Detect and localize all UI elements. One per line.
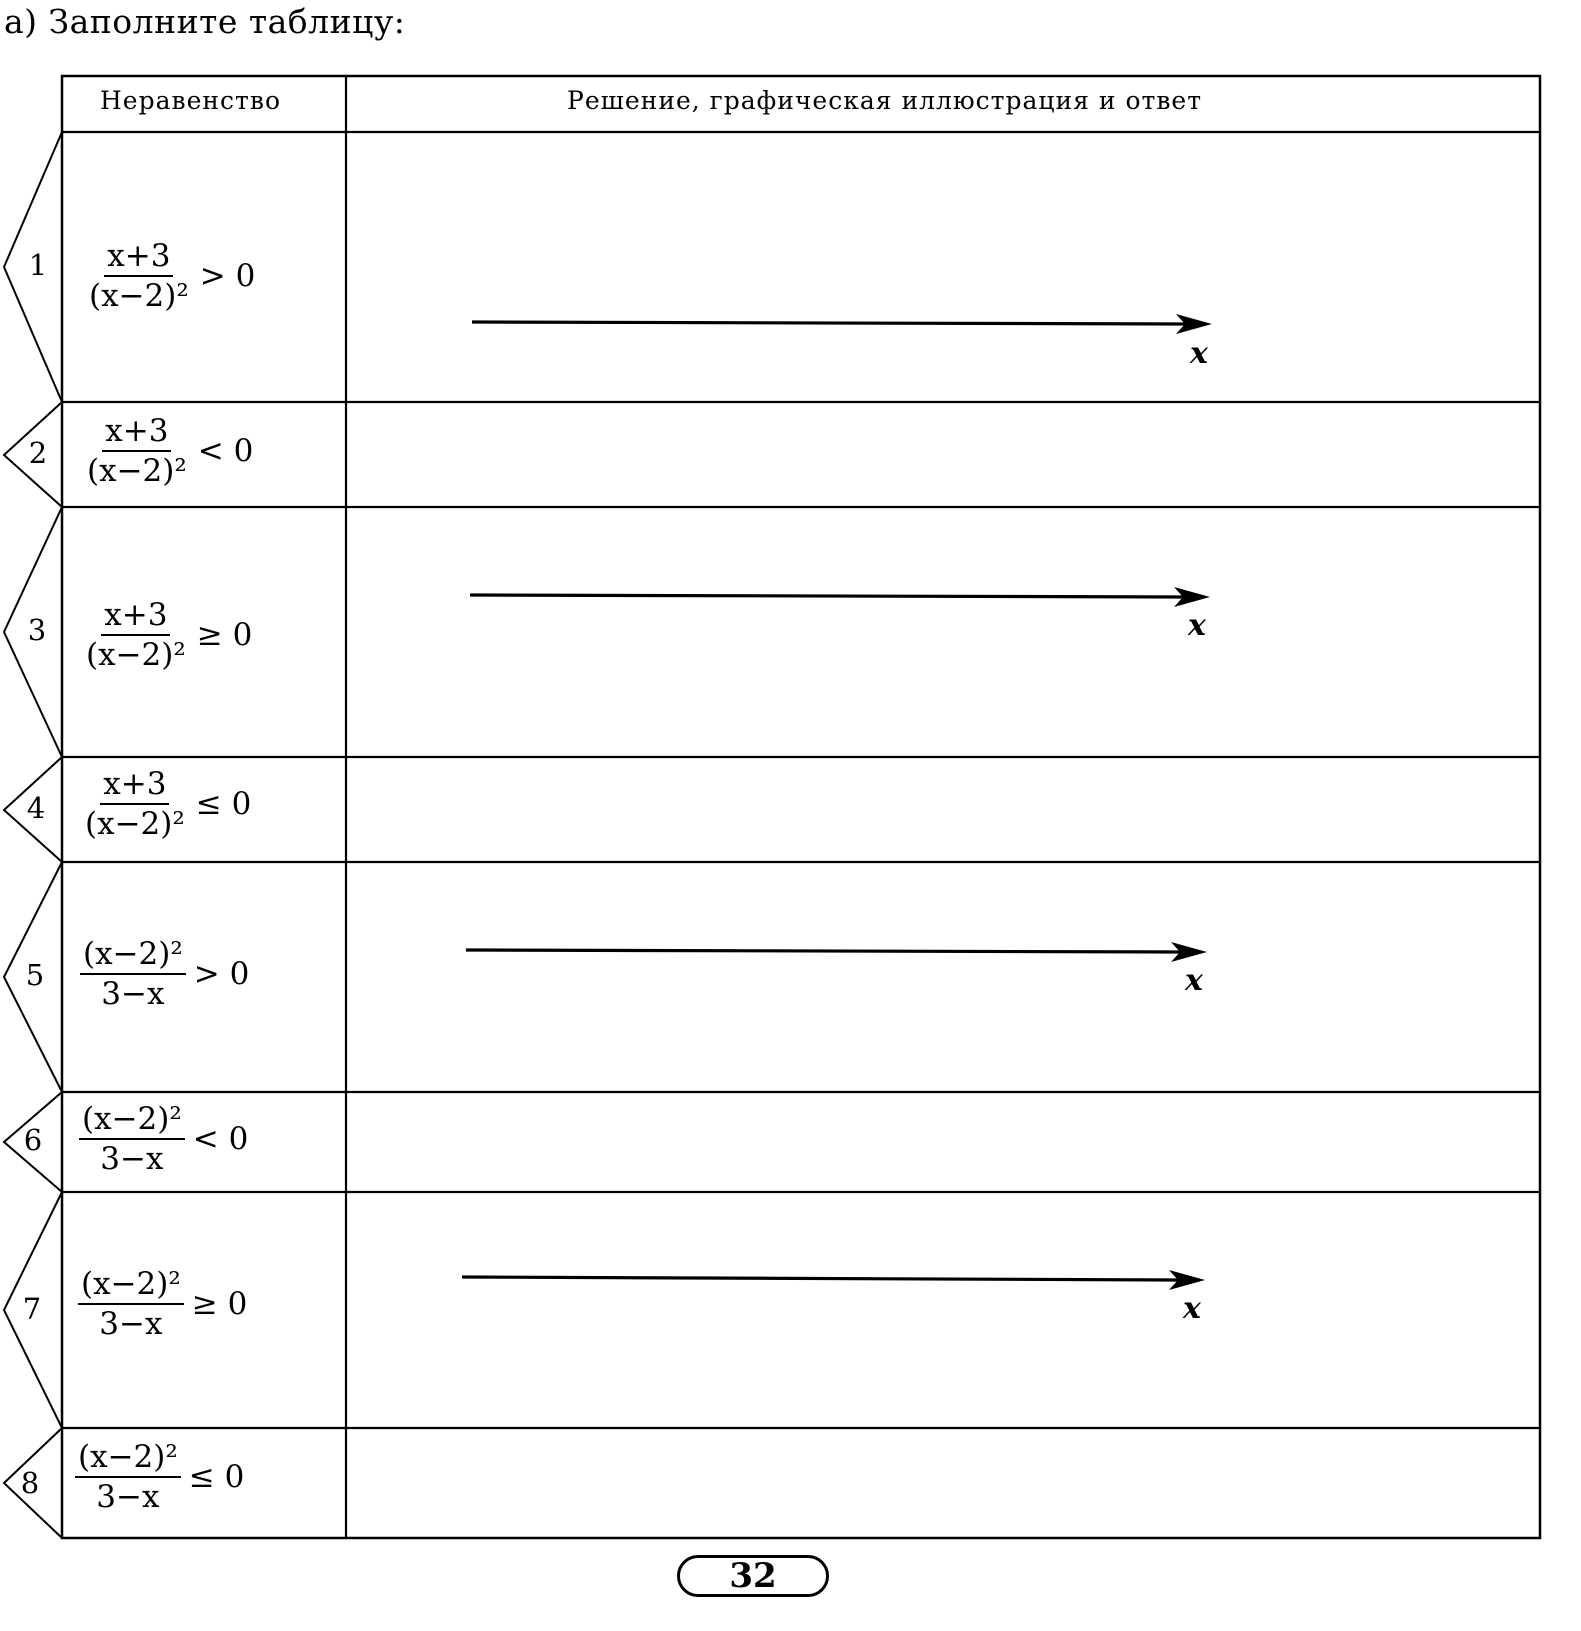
numerator: x+3: [104, 237, 173, 277]
denominator: 3−x: [100, 1141, 164, 1177]
number-line-axis: [470, 595, 1183, 597]
numerator: x+3: [100, 765, 169, 805]
row-number: 8: [20, 1466, 40, 1500]
numerator: (x−2)²: [78, 1265, 184, 1305]
inequality-formula: [82, 765, 251, 843]
fraction: [83, 596, 189, 674]
inequality-formula: [79, 1100, 248, 1178]
page-number: 32: [677, 1555, 829, 1597]
denominator: (x−2)²: [85, 806, 185, 842]
row-number: 3: [27, 613, 47, 647]
inequality-formula: [75, 1438, 244, 1516]
denominator: (x−2)²: [86, 637, 186, 673]
relation: ≤ 0: [195, 786, 252, 822]
header-solution: Решение, графическая иллюстрация и ответ: [567, 86, 1203, 115]
axis-label: x: [1190, 336, 1208, 371]
inequality-formula: [84, 412, 253, 490]
relation: > 0: [199, 258, 256, 294]
relation: > 0: [193, 956, 250, 992]
fraction: [78, 1265, 184, 1343]
numerator: (x−2)²: [79, 1100, 185, 1140]
number-line-axis: [462, 1277, 1178, 1280]
header-inequality: Неравенство: [100, 86, 281, 115]
denominator: 3−x: [99, 1306, 163, 1342]
fraction: [82, 765, 188, 843]
numerator: x+3: [102, 412, 171, 452]
row-number: 1: [28, 248, 48, 282]
denominator: (x−2)²: [89, 278, 189, 314]
number-line-axis: [466, 950, 1180, 952]
relation: ≥ 0: [191, 1286, 248, 1322]
task-title: а) Заполните таблицу:: [4, 2, 406, 41]
inequality-formula: [86, 237, 255, 315]
axis-label: x: [1183, 1291, 1201, 1326]
axis-label: x: [1185, 963, 1203, 998]
numerator: (x−2)²: [80, 935, 186, 975]
fraction: [84, 412, 190, 490]
row-number: 5: [25, 958, 45, 992]
fraction: [86, 237, 192, 315]
relation: < 0: [192, 1121, 249, 1157]
row-number: 2: [28, 436, 48, 470]
row-number: 7: [22, 1292, 42, 1326]
number-line-axis: [472, 322, 1185, 324]
inequality-formula: [83, 596, 252, 674]
row-number: 6: [23, 1123, 43, 1157]
denominator: 3−x: [96, 1479, 160, 1515]
numerator: x+3: [101, 596, 170, 636]
relation: ≥ 0: [196, 617, 253, 653]
fraction: [80, 935, 186, 1013]
relation: ≤ 0: [188, 1459, 245, 1495]
denominator: (x−2)²: [87, 453, 187, 489]
relation: < 0: [197, 433, 254, 469]
numerator: (x−2)²: [75, 1438, 181, 1478]
axis-label: x: [1188, 608, 1206, 643]
table-frame: [62, 76, 1540, 1538]
denominator: 3−x: [101, 976, 165, 1012]
fraction: [75, 1438, 181, 1516]
row-number: 4: [26, 791, 46, 825]
inequality-formula: [78, 1265, 247, 1343]
inequality-formula: [80, 935, 249, 1013]
fraction: [79, 1100, 185, 1178]
